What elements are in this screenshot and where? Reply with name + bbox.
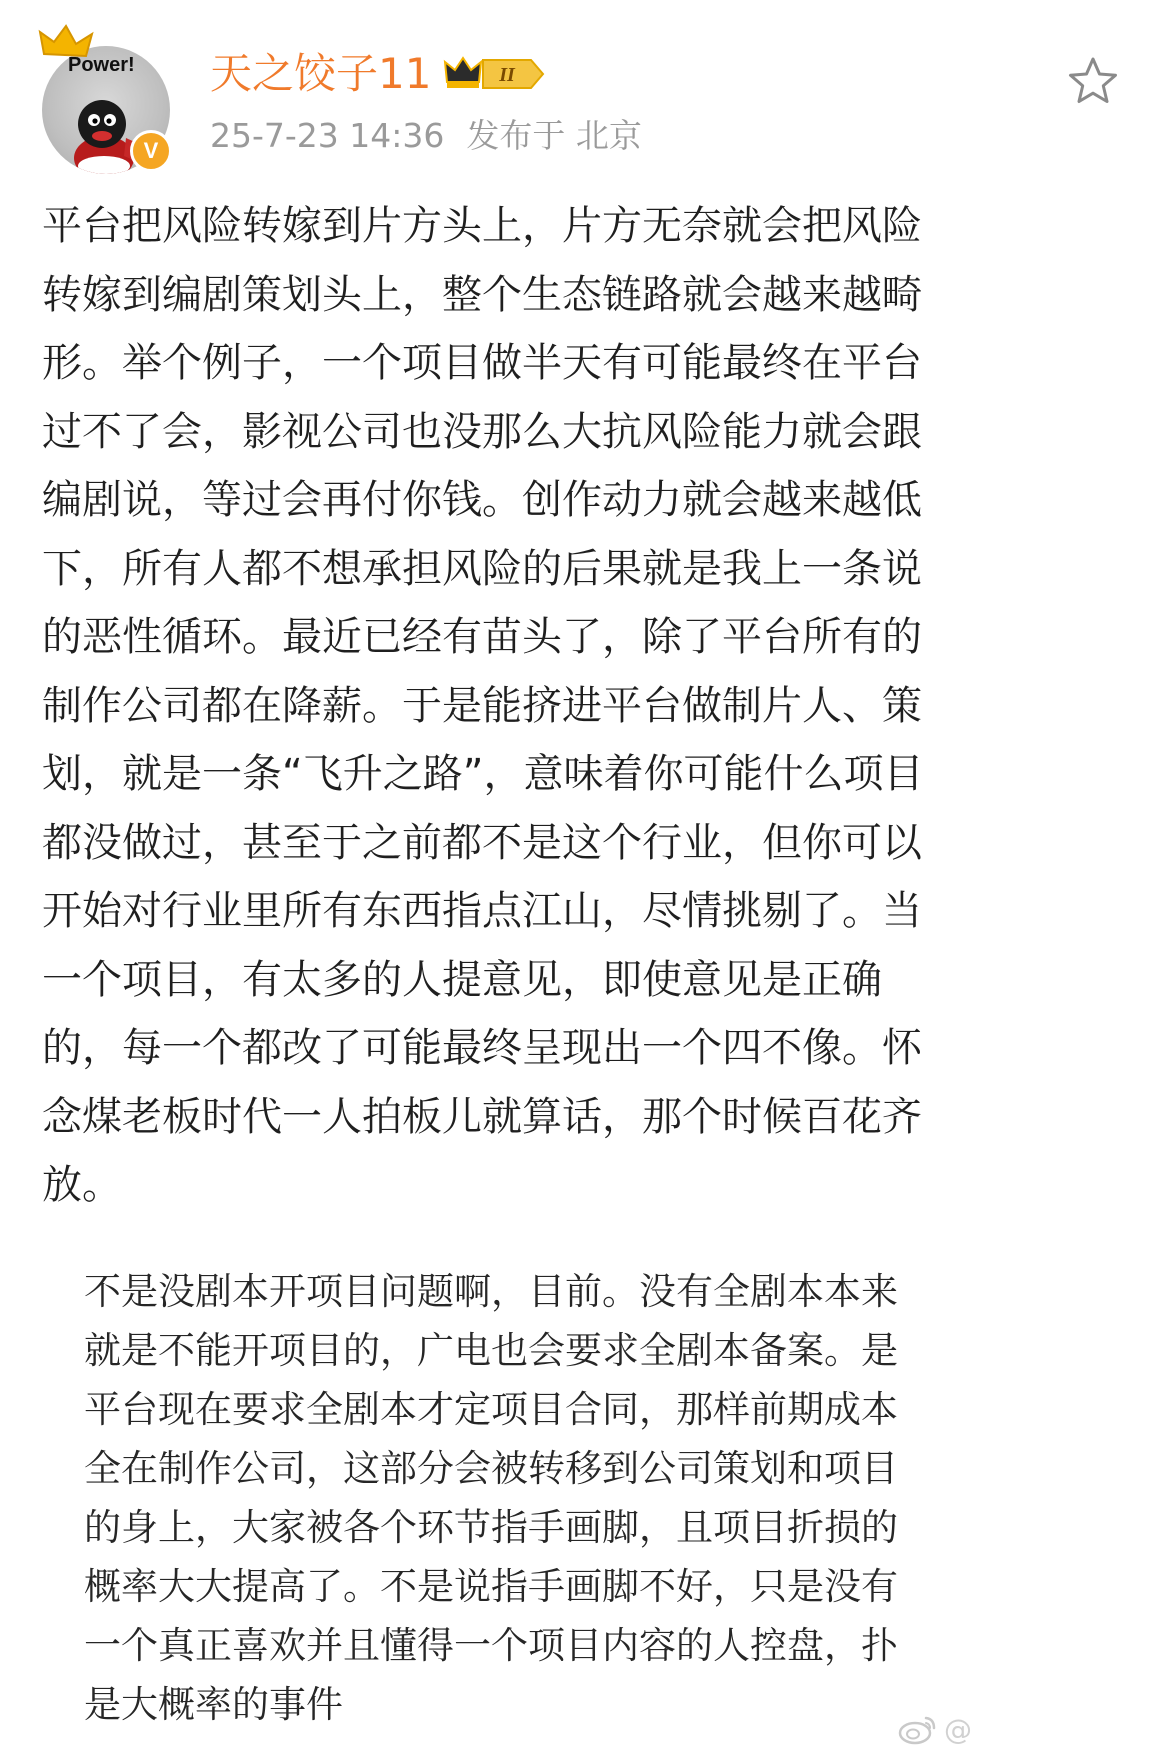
quoted-text-block [84,1262,1114,1734]
post-body-line: 平台把风险转嫁到片方头上，片方无奈就会把风险 [42,203,922,249]
post-body-line: 的恶性循环。最近已经有苗头了，除了平台所有的 [42,614,922,660]
user-name-row [210,44,547,104]
post-body-text [42,192,1132,1220]
crown-level-icon [443,52,547,96]
avatar-power-label: Power! [68,54,135,76]
avatar[interactable] [38,24,168,164]
post-body-line: 制作公司都在降薪。于是能挤进平台做制片人、策 [42,682,922,729]
watermark [898,1706,1160,1752]
post-body-line: 念煤老板时代一人拍板儿就算话，那个时候百花齐 [42,1093,922,1140]
post-header [0,0,1170,170]
level-badge-text: II [499,64,516,86]
quoted-text-line: 是大概率的事件 [84,1683,343,1726]
level-badge[interactable] [443,52,547,96]
post-body-line: 放。 [42,1162,122,1208]
post-body-line: 开始对行业里所有东西指点江山，尽情挑剔了。当 [42,888,922,934]
post-body-line: 过不了会，影视公司也没那么大抗风险能力就会跟 [42,408,922,455]
quoted-text-line: 概率大大提高了。不是说指手画脚不好，只是没有 [84,1565,898,1608]
user-name-link[interactable]: 天之饺子11 [210,49,432,98]
post-body-line: 的，每一个都改了可能最终呈现出一个四不像。怀 [42,1025,922,1071]
watermark-text: @ [944,1712,972,1746]
favorite-button[interactable] [1066,54,1120,108]
weibo-logo-icon [898,1712,938,1746]
post-body-line: 转嫁到编剧策划头上，整个生态链路就会越来越畸 [42,271,922,318]
quoted-text-line: 的身上，大家被各个环节指手画脚，且项目折损的 [84,1506,898,1549]
post-body-line: 一个项目，有太多的人提意见，即使意见是正确 [42,956,882,1003]
post-body-line: 编剧说，等过会再付你钱。创作动力就会越来越低 [42,477,922,523]
star-outline-icon [1066,54,1120,108]
quoted-text-line: 平台现在要求全剧本才定项目合同，那样前期成本 [84,1388,898,1431]
post-body-line: 都没做过，甚至于之前都不是这个行业，但你可以 [42,819,922,866]
post-body-line: 划，就是一条“飞升之路”，意味着你可能什么项目 [42,751,924,797]
post-meta [210,114,642,158]
post-timestamp: 25-7-23 14:36 [210,116,445,155]
post-location: 发布于 北京 [466,116,642,155]
quoted-text-line: 就是不能开项目的，广电也会要求全剧本备案。是 [84,1329,898,1372]
post-body-line: 形。举个例子，一个项目做半天有可能最终在平台 [42,340,922,386]
quoted-text-line: 不是没剧本开项目问题啊，目前。没有全剧本本来 [84,1270,898,1313]
verified-badge: V [130,130,172,172]
post-body-line: 下，所有人都不想承担风险的后果就是我上一条说 [42,545,922,592]
quoted-text-line: 全在制作公司，这部分会被转移到公司策划和项目 [84,1447,898,1490]
quoted-text-line: 一个真正喜欢并且懂得一个项目内容的人控盘，扑 [84,1624,898,1667]
